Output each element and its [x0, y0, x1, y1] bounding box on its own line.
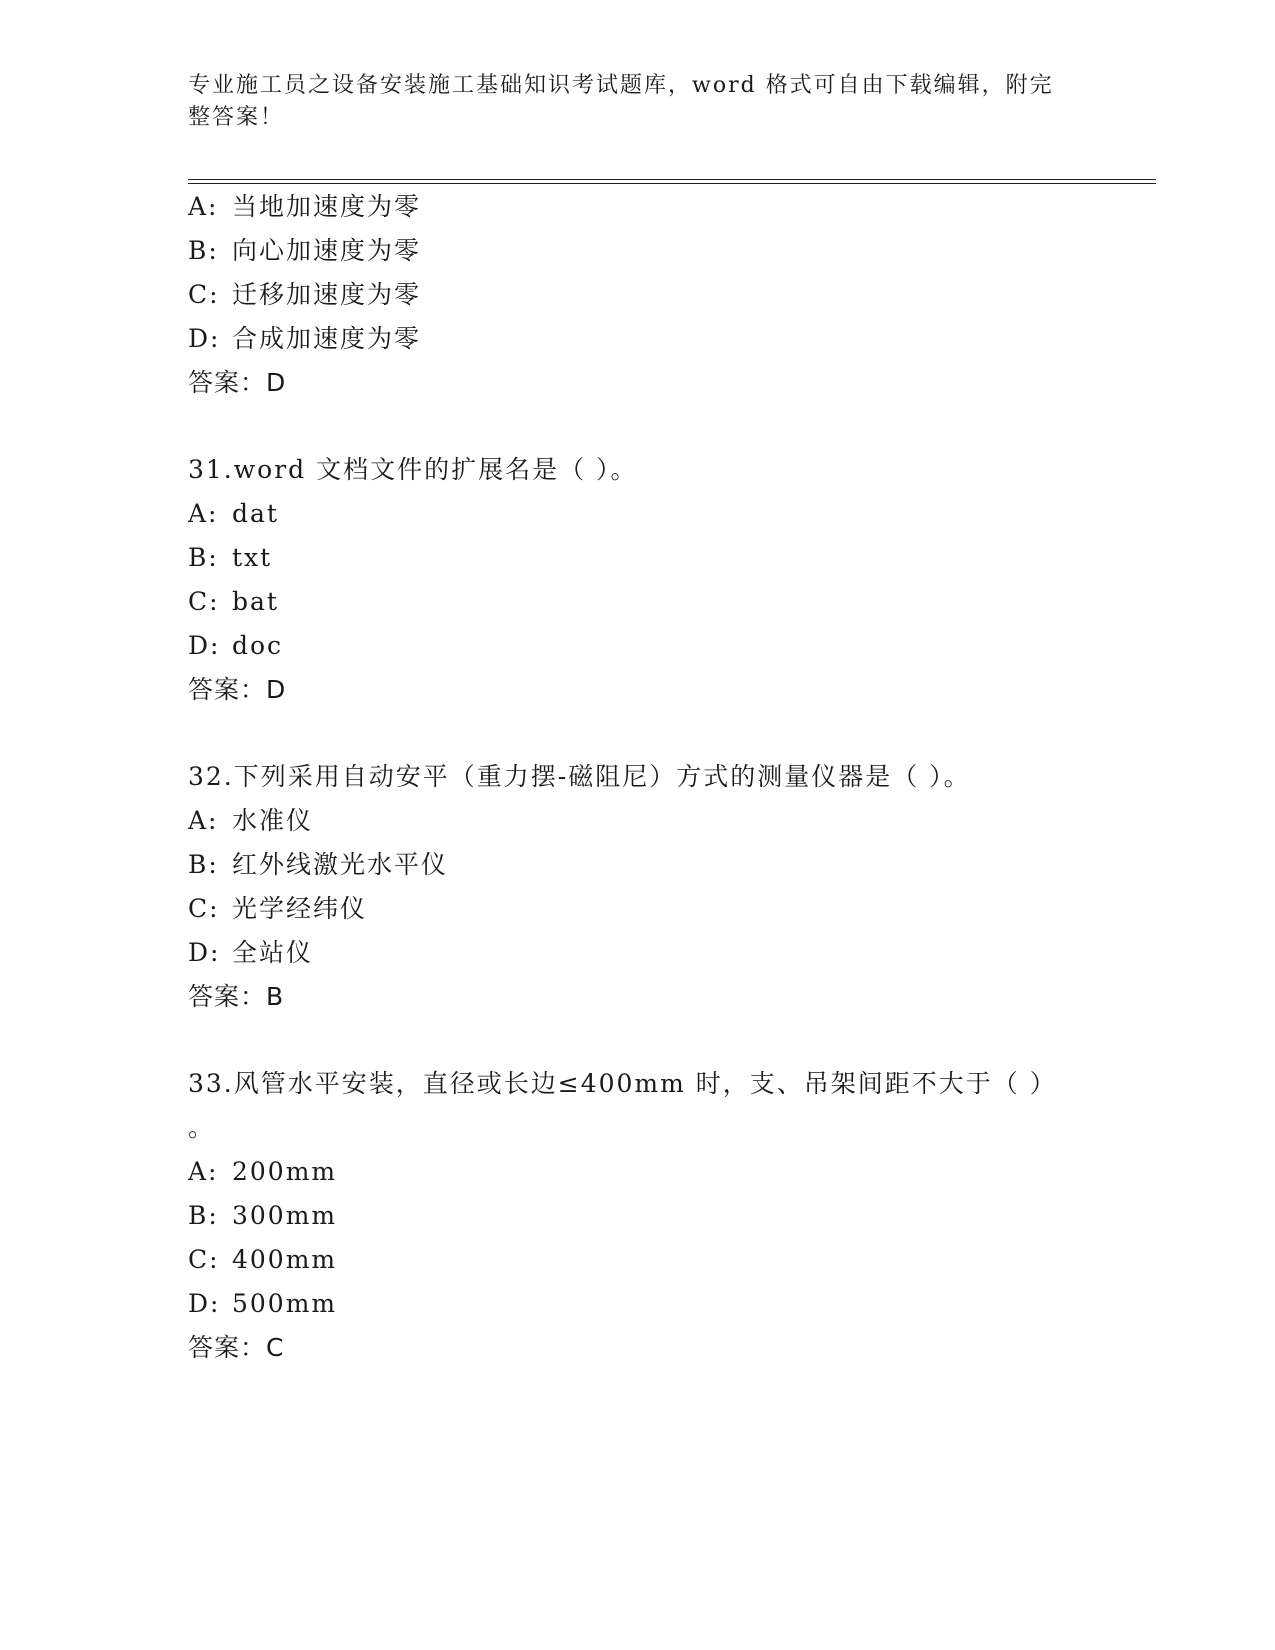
option-label: C: [188, 587, 220, 616]
option-label: C: [188, 1245, 220, 1274]
option-label: B: [188, 1201, 219, 1230]
q33-question-line2: 。 [188, 1113, 216, 1142]
q31-option-b [188, 541, 272, 575]
option-label: D: [188, 631, 221, 660]
option-label: A: [188, 806, 219, 835]
option-text: 200mm [232, 1157, 338, 1186]
option-text: dat [232, 499, 279, 528]
option-text: 当地加速度为零 [232, 192, 422, 221]
q33-option-c [188, 1243, 337, 1277]
option-label: A: [188, 192, 219, 221]
option-text: bat [232, 587, 279, 616]
q30-option-b [188, 234, 421, 268]
q31-option-c [188, 585, 279, 619]
header-rule-bottom [188, 183, 1156, 184]
q32-answer: 答案：B [188, 982, 285, 1011]
q33-question-line1: 33.风管水平安装，直径或长边≤400mm 时，支、吊架间距不大于（ ） [188, 1069, 1057, 1098]
q30-answer: 答案：D [188, 368, 287, 397]
header-rule-top [188, 179, 1156, 180]
option-text: txt [232, 543, 273, 572]
option-label: B: [188, 850, 219, 879]
q33-option-d [188, 1287, 337, 1321]
q31-option-a [188, 497, 279, 531]
option-label: D: [188, 1289, 221, 1318]
option-text: doc [232, 631, 284, 660]
q32-option-c [188, 892, 367, 926]
option-label: C: [188, 894, 220, 923]
option-text: 光学经纬仪 [232, 894, 368, 923]
option-text: 迁移加速度为零 [232, 280, 422, 309]
q30-option-c [188, 278, 421, 312]
option-text: 合成加速度为零 [232, 324, 422, 353]
q30-option-d [188, 322, 421, 356]
q32-option-b [188, 848, 448, 882]
option-text: 水准仪 [232, 806, 314, 835]
option-text: 400mm [232, 1245, 338, 1274]
option-label: D: [188, 938, 221, 967]
q33-option-b [188, 1199, 337, 1233]
q32-option-d [188, 936, 313, 970]
q33-answer: 答案：C [188, 1333, 285, 1362]
q33-option-a [188, 1155, 337, 1189]
option-label: D: [188, 324, 221, 353]
option-label: A: [188, 1157, 219, 1186]
option-text: 红外线激光水平仪 [232, 850, 449, 879]
q30-option-a [188, 190, 421, 224]
option-text: 500mm [232, 1289, 338, 1318]
option-text: 300mm [232, 1201, 338, 1230]
option-label: C: [188, 280, 220, 309]
option-text: 向心加速度为零 [232, 236, 422, 265]
option-text: 全站仪 [232, 938, 314, 967]
q32-question: 32.下列采用自动安平（重力摆-磁阻尼）方式的测量仪器是（ ）。 [188, 762, 971, 791]
document-header: 专业施工员之设备安装施工基础知识考试题库，word 格式可自由下载编辑，附完整答案！ [188, 73, 1054, 130]
q31-option-d [188, 629, 283, 663]
option-label: A: [188, 499, 219, 528]
q31-answer: 答案：D [188, 675, 287, 704]
q31-question: 31.word 文档文件的扩展名是（ ）。 [188, 455, 638, 484]
option-label: B: [188, 236, 219, 265]
option-label: B: [188, 543, 219, 572]
q32-option-a [188, 804, 313, 838]
